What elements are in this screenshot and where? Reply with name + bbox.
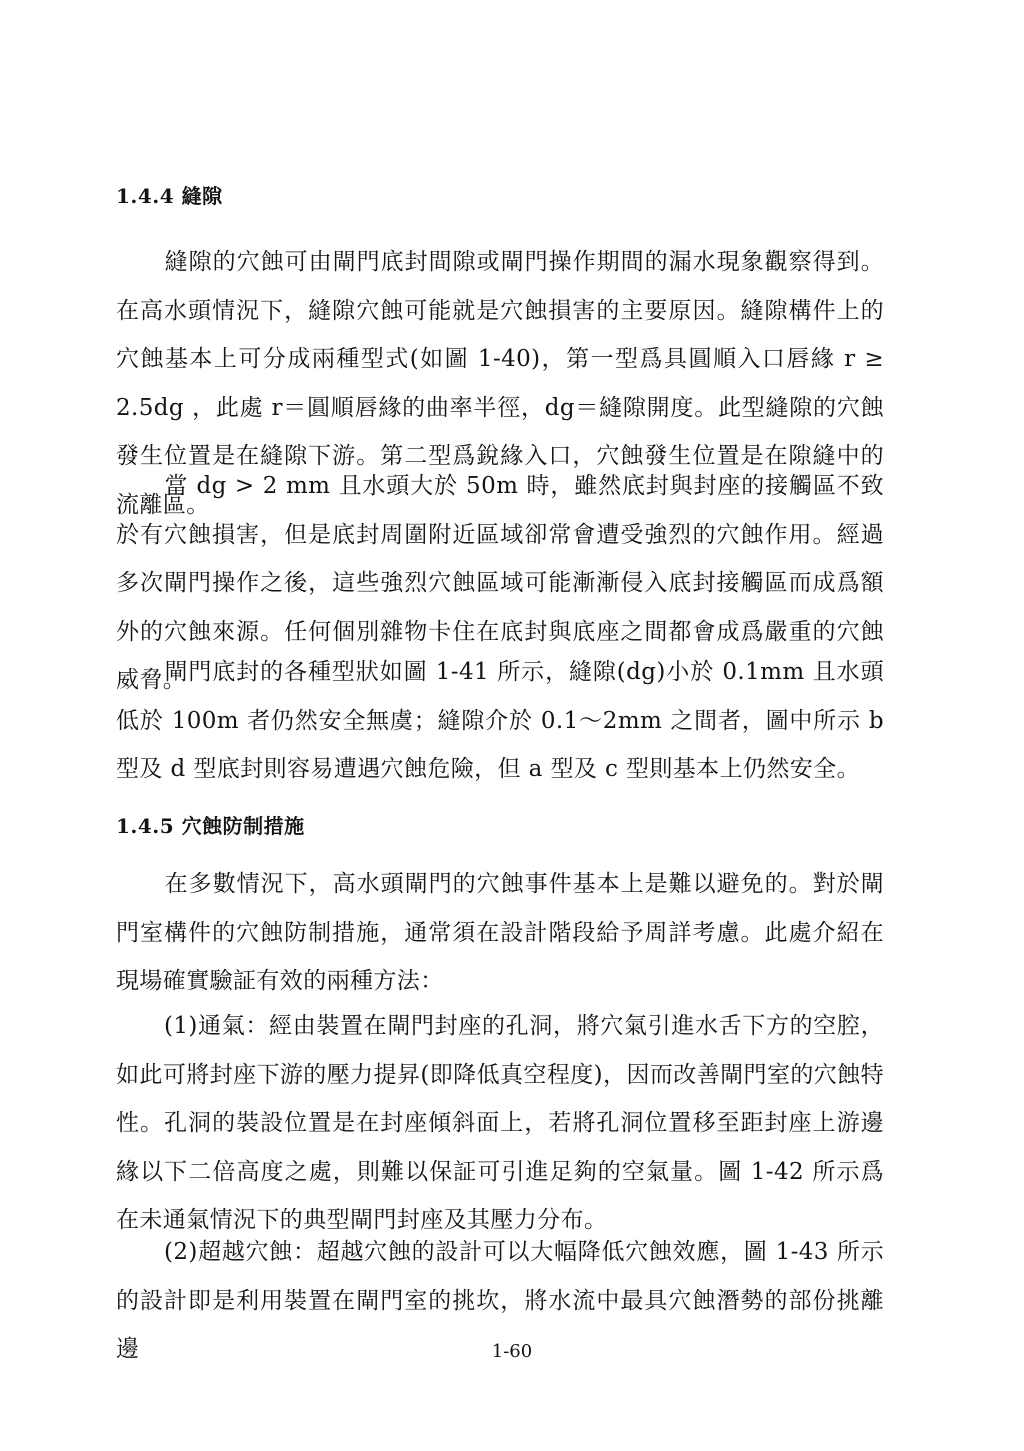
paragraph-gap-intro: 縫隙的穴蝕可由閘門底封間隙或閘門操作期間的漏水現象觀察得到。在高水頭情況下，縫隙穴蝕可能就是穴蝕損害的主要原因。縫隙構件上的穴蝕基本上可分成兩種型式(如圖 1-40)，第一型爲具圓順入口唇緣 r ≥ 2.5dg ，此處 r＝圓順唇緣的曲率半徑，dg＝縫隙開度。此型縫隙的穴蝕發生位置是在縫隙下游。第二型爲銳緣入口，穴蝕發生位置是在隙縫中的流離區。	[116, 249, 884, 518]
section-heading-gap: 1.4.4 縫隙	[116, 184, 223, 208]
paragraph-gap-damage: 當 dg > 2 mm 且水頭大於 50m 時，雖然底封與封座的接觸區不致於有穴蝕損害，但是底封周圍附近區域卻常會遭受強烈的穴蝕作用。經過多次閘門操作之後，這些強烈穴蝕區域可能漸漸侵入底封接觸區而成爲額外的穴蝕來源。任何個別雜物卡住在底封與底座之間都會成爲嚴重的穴蝕威脅。	[116, 473, 884, 693]
paragraph-supercavitation: (2)超越穴蝕：超越穴蝕的設計可以大幅降低穴蝕效應，圖 1-43 所示的設計即是利用裝置在閘門室的挑坎，將水流中最具穴蝕潛勢的部份挑離邊	[116, 1239, 884, 1362]
paragraph-prevention-intro: 在多數情況下，高水頭閘門的穴蝕事件基本上是難以避免的。對於閘門室構件的穴蝕防制措施，通常須在設計階段給予周詳考慮。此處介紹在現場確實驗証有效的兩種方法：	[116, 871, 884, 994]
section-heading-prevention: 1.4.5 穴蝕防制措施	[116, 814, 305, 838]
paragraph-aeration: (1)通氣：經由裝置在閘門封座的孔洞，將穴氣引進水舌下方的空腔，如此可將封座下游的壓力提昇(即降低真空程度)，因而改善閘門室的穴蝕特性。孔洞的裝設位置是在封座傾斜面上，若將孔洞位置移至距封座上游邊緣以下二倍高度之處，則難以保証可引進足夠的空氣量。圖 1-42 所示爲在未通氣情況下的典型閘門封座及其壓力分布。	[116, 1013, 884, 1233]
page-number: 1-60	[491, 1341, 533, 1362]
paragraph-gap-seal-types: 閘門底封的各種型狀如圖 1-41 所示，縫隙(dg)小於 0.1mm 且水頭低於 100m 者仍然安全無虞；縫隙介於 0.1～2mm 之間者，圖中所示 b 型及 d 型底封則容易遭遇穴蝕危險，但 a 型及 c 型則基本上仍然安全。	[116, 659, 884, 782]
